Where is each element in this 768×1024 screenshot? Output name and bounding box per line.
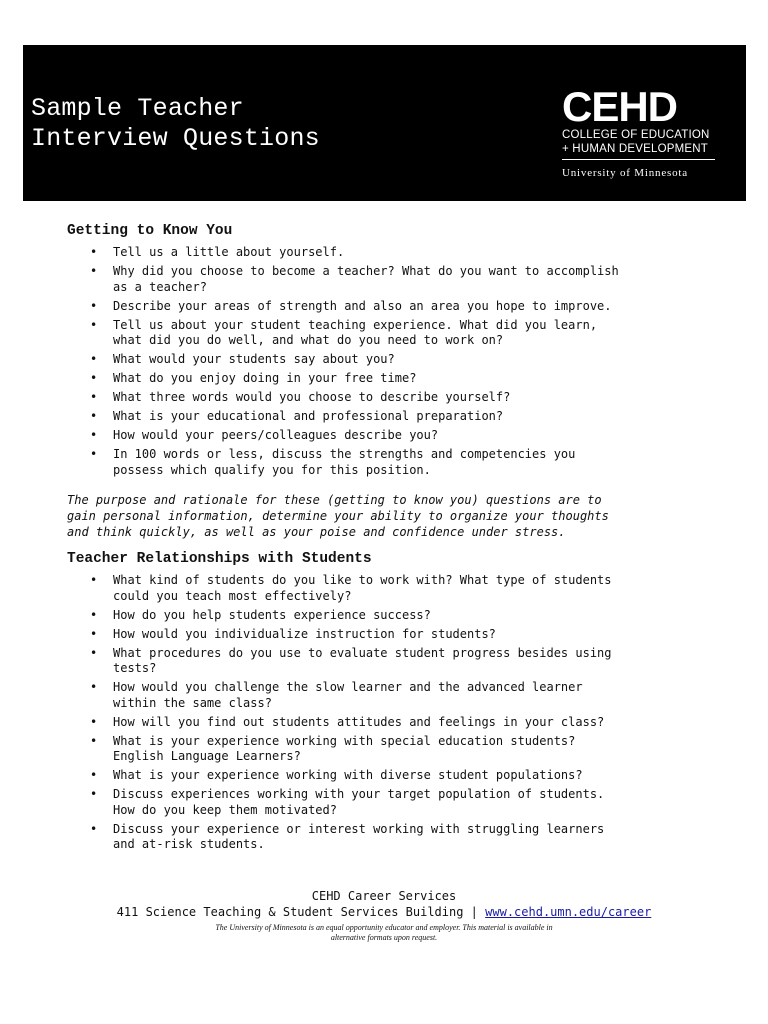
question-text: How do you help students experience success?	[113, 607, 431, 622]
bullet-icon: •	[90, 390, 98, 404]
question-text: What procedures do you use to evaluate student progress besides using tests?	[113, 645, 612, 675]
list-item	[90, 390, 707, 406]
bullet-icon: •	[90, 714, 98, 729]
cehd-logo	[562, 83, 722, 179]
bullet-icon: •	[90, 264, 98, 278]
bullet-icon: •	[90, 428, 98, 442]
logo-line-college: COLLEGE OF EDUCATION	[562, 129, 710, 141]
bullet-icon: •	[90, 447, 98, 461]
bullet-icon: •	[90, 645, 98, 660]
career-website-link[interactable]: www.cehd.umn.edu/career	[485, 905, 652, 919]
question-list-teacher-relationships	[67, 573, 707, 853]
bullet-icon: •	[90, 352, 98, 366]
list-item	[90, 371, 707, 387]
title-line-1: Sample Teacher	[31, 94, 244, 123]
list-item	[90, 573, 707, 604]
question-text: How would your peers/colleagues describe you?	[113, 428, 439, 442]
section-heading-getting-to-know-you: Getting to Know You	[67, 223, 233, 239]
bullet-icon: •	[90, 317, 98, 332]
list-item	[90, 245, 707, 261]
footer-office-name: CEHD Career Services	[311, 889, 457, 903]
bullet-icon: •	[90, 768, 98, 782]
footer-disclaimer: The University of Minnesota is an equal opportunity educator and employer. This material is available in alternative formats upon request.	[215, 923, 553, 942]
bullet-icon: •	[90, 821, 98, 836]
question-text: What would your students say about you?	[113, 352, 395, 366]
header-banner	[23, 45, 746, 201]
question-text: How would you individualize instruction for students?	[113, 626, 496, 641]
question-list-getting-to-know-you	[67, 245, 707, 478]
question-text: How would you challenge the slow learner and the advanced learner within the same class?	[113, 680, 583, 710]
bullet-icon: •	[90, 787, 98, 801]
question-text: Tell us a little about yourself.	[113, 245, 345, 259]
question-text: Tell us about your student teaching experience. What did you learn, what did you do well, and what do you need to work on?	[113, 317, 598, 347]
list-item	[90, 821, 707, 853]
question-text: Discuss experiences working with your target population of students. How do you keep them motivated?	[113, 787, 605, 817]
question-text: What is your experience working with diverse student populations?	[113, 768, 583, 782]
list-item	[90, 768, 707, 784]
bullet-icon: •	[90, 607, 98, 622]
logo-mark: CEHD	[562, 83, 678, 130]
section-heading-teacher-relationships: Teacher Relationships with Students	[67, 551, 372, 567]
list-item	[90, 317, 707, 349]
list-item	[90, 645, 707, 677]
bullet-icon: •	[90, 680, 98, 694]
question-text: What is your educational and professional preparation?	[113, 409, 504, 423]
list-item	[90, 428, 707, 444]
bullet-icon: •	[90, 245, 98, 259]
section-rationale-note: The purpose and rationale for these (getting to know you) questions are to gain personal information, determine your ability to organize your thoughts and think quickly, as well as your poise and confidence under stress.	[67, 493, 609, 539]
logo-university: University of Minnesota	[562, 167, 688, 179]
footer-address	[0, 904, 768, 920]
bullet-icon: •	[90, 371, 98, 385]
bullet-icon: •	[90, 733, 98, 748]
question-text: What kind of students do you like to work with? What type of students could you teach most effectively?	[113, 573, 612, 603]
question-text: In 100 words or less, discuss the strengths and competencies you possess which qualify you for this position.	[113, 447, 576, 477]
list-item	[90, 680, 707, 711]
list-item	[90, 733, 707, 765]
question-text: What is your experience working with special education students? English Language Learners?	[113, 733, 576, 763]
page-footer	[0, 888, 768, 943]
bullet-icon: •	[90, 298, 98, 313]
list-item	[90, 626, 707, 643]
footer-address-text: 411 Science Teaching & Student Services Building |	[116, 905, 486, 919]
question-text: Describe your areas of strength and also an area you hope to improve.	[113, 298, 612, 313]
question-text: What three words would you choose to describe yourself?	[113, 390, 511, 404]
list-item	[90, 447, 707, 478]
list-item	[90, 787, 707, 818]
list-item	[90, 264, 707, 295]
bullet-icon: •	[90, 409, 98, 423]
list-item	[90, 714, 707, 731]
main-content	[67, 222, 707, 856]
question-text: What do you enjoy doing in your free time?	[113, 371, 417, 385]
question-text: How will you find out students attitudes and feelings in your class?	[113, 714, 605, 729]
bullet-icon: •	[90, 573, 98, 587]
logo-divider	[562, 159, 715, 160]
list-item	[90, 607, 707, 624]
question-text: Why did you choose to become a teacher? What do you want to accomplish as a teacher?	[113, 264, 619, 294]
logo-line-human-development: + HUMAN DEVELOPMENT	[562, 143, 708, 155]
question-text: Discuss your experience or interest working with struggling learners and at-risk students.	[113, 821, 605, 851]
bullet-icon: •	[90, 626, 98, 641]
list-item	[90, 409, 707, 425]
list-item	[90, 352, 707, 368]
document-title	[31, 94, 320, 154]
title-line-2: Interview Questions	[31, 124, 320, 153]
list-item	[90, 298, 707, 315]
